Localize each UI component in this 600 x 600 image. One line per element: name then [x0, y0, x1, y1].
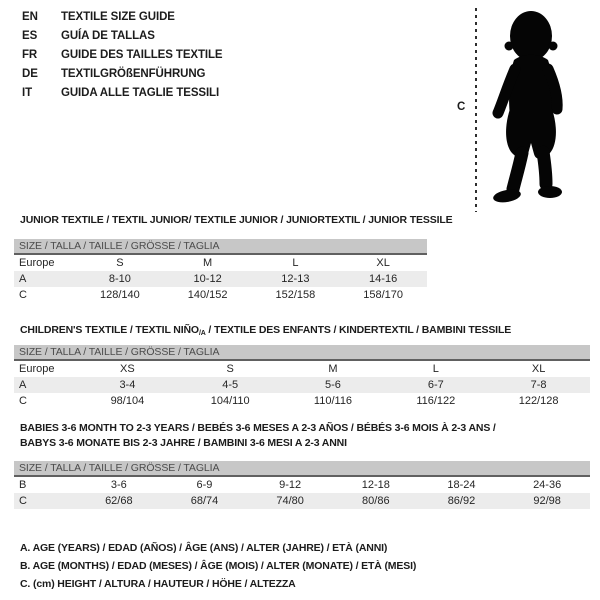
height-measure-dashed-line [475, 8, 477, 212]
babies-size-table [14, 461, 590, 509]
baby-silhouette-icon [481, 5, 581, 210]
size-cell: XL [376, 257, 390, 269]
row-label: Europe [19, 257, 55, 269]
language-title: GUIDA ALLE TAGLIE TESSILI [61, 87, 220, 99]
children-title-subscript: /A [198, 330, 206, 337]
language-row-de [22, 65, 223, 84]
value-cell: 122/128 [518, 395, 559, 407]
value-cell: 68/74 [190, 495, 219, 507]
row-label: C [19, 395, 27, 407]
language-code: ES [22, 30, 38, 42]
height-label-c: C [457, 101, 466, 113]
value-cell: 18-24 [447, 479, 476, 491]
size-header-bar: SIZE / TALLA / TAILLE / GRÖSSE / TAGLIA [14, 239, 427, 255]
table-row [14, 287, 427, 303]
value-cell: 12-18 [361, 479, 390, 491]
row-label: A [19, 273, 27, 285]
table-row [14, 477, 590, 493]
language-row-es [22, 27, 223, 46]
language-title: TEXTILGRÖßENFÜHRUNG [61, 68, 206, 80]
size-cell: L [292, 257, 299, 269]
value-cell: 86/92 [447, 495, 476, 507]
size-cell: S [116, 257, 124, 269]
value-cell: 92/98 [533, 495, 561, 507]
value-cell: 128/140 [99, 289, 140, 301]
row-label: C [19, 495, 27, 507]
footnotes [20, 539, 416, 593]
children-size-table [14, 345, 590, 409]
value-cell: 158/170 [363, 289, 403, 301]
babies-title-line1: BABIES 3-6 MONTH TO 2-3 YEARS / BEBÉS 3-6 MESES A 2-3 AÑOS / BÉBÉS 3-6 MOIS À 2-3 ANS / [20, 422, 496, 434]
table-row [14, 361, 590, 377]
junior-section-title: JUNIOR TEXTILE / TEXTIL JUNIOR/ TEXTILE JUNIOR / JUNIORTEXTIL / JUNIOR TESSILE [20, 214, 453, 226]
value-cell: 8-10 [108, 273, 131, 285]
size-header-bar: SIZE / TALLA / TAILLE / GRÖSSE / TAGLIA [14, 461, 590, 477]
value-cell: 3-4 [119, 379, 136, 391]
value-cell: 12-13 [281, 273, 310, 285]
language-title: TEXTILE SIZE GUIDE [61, 11, 175, 23]
value-cell: 110/116 [313, 395, 353, 407]
row-label: A [19, 379, 27, 391]
junior-size-table [14, 239, 427, 303]
size-cell: M [328, 363, 338, 375]
value-cell: 98/104 [110, 395, 145, 407]
value-cell: 9-12 [279, 479, 302, 491]
language-title: GUIDE DES TAILLES TEXTILE [61, 49, 223, 61]
value-cell: 24-36 [533, 479, 562, 491]
footnote-c: C. (cm) HEIGHT / ALTURA / HAUTEUR / HÖHE / ALTEZZA [20, 578, 296, 590]
language-list [22, 8, 223, 103]
value-cell: 62/68 [105, 495, 133, 507]
size-header-bar: SIZE / TALLA / TAILLE / GRÖSSE / TAGLIA [14, 345, 590, 361]
size-cell: XL [531, 363, 546, 375]
value-cell: 80/86 [362, 495, 390, 507]
value-cell: 4-5 [222, 379, 239, 391]
table-row [14, 271, 427, 287]
size-cell: L [432, 363, 439, 375]
table-row [14, 255, 427, 271]
babies-section-title [20, 421, 496, 451]
language-code: EN [22, 11, 38, 23]
babies-table [14, 477, 590, 509]
value-cell: 5-6 [325, 379, 341, 391]
value-cell: 152/158 [275, 289, 316, 301]
babies-title-line2: BABYS 3-6 MONATE BIS 2-3 JAHRE / BAMBINI 3-6 MESI A 2-3 ANNI [20, 437, 347, 449]
table-row [14, 393, 590, 409]
language-code: IT [22, 87, 33, 99]
language-row-en [22, 8, 223, 27]
language-code: FR [22, 49, 38, 61]
size-cell: M [203, 257, 213, 269]
value-cell: 7-8 [530, 379, 547, 391]
value-cell: 104/110 [210, 395, 250, 407]
value-cell: 3-6 [110, 479, 127, 491]
value-cell: 140/152 [187, 289, 228, 301]
row-label: B [19, 479, 27, 491]
junior-table [14, 255, 427, 303]
footnote-b: B. AGE (MONTHS) / EDAD (MESES) / ÂGE (MOIS) / ALTER (MONATE) / ETÀ (MESI) [20, 560, 417, 572]
children-section-title [20, 324, 511, 337]
value-cell: 10-12 [193, 273, 222, 285]
language-row-fr [22, 46, 223, 65]
row-label: Europe [19, 363, 55, 375]
value-cell: 74/80 [276, 495, 304, 507]
value-cell: 6-7 [427, 379, 444, 391]
language-code: DE [22, 68, 38, 80]
language-title: GUÍA DE TALLAS [61, 30, 155, 42]
value-cell: 6-9 [196, 479, 213, 491]
value-cell: 116/122 [416, 395, 456, 407]
size-cell: XS [120, 363, 135, 375]
row-label: C [19, 289, 27, 301]
children-table [14, 361, 590, 409]
language-row-it [22, 84, 223, 103]
size-cell: S [226, 363, 234, 375]
children-title-text: CHILDREN'S TEXTILE / TEXTIL NIÑO [20, 324, 199, 336]
children-title-text: / TEXTILE DES ENFANTS / KINDERTEXTIL / BAMBINI TESSILE [205, 324, 512, 336]
table-row [14, 377, 590, 393]
table-row [14, 493, 590, 509]
footnote-a: A. AGE (YEARS) / EDAD (AÑOS) / ÂGE (ANS) / ALTER (JAHRE) / ETÀ (ANNI) [20, 542, 388, 554]
value-cell: 14-16 [369, 273, 398, 285]
